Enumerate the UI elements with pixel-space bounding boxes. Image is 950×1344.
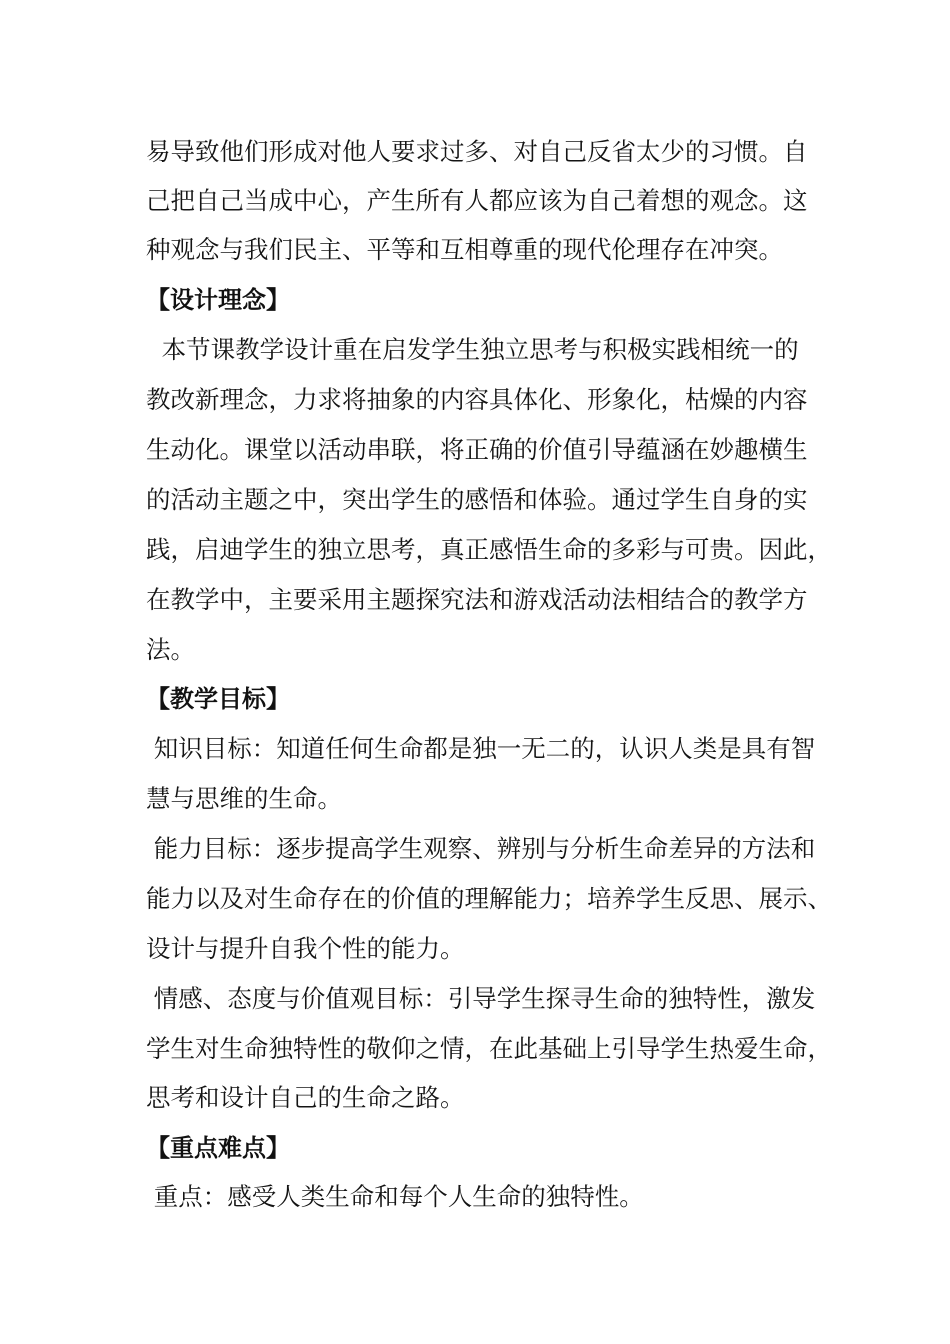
section-heading-design-concept: 【设计理念】 xyxy=(146,286,290,314)
section-heading-key-points: 【重点难点】 xyxy=(146,1134,290,1162)
paragraph-line: 生动化。课堂以活动串联，将正确的价值引导蕴涵在妙趣横生 xyxy=(146,435,808,464)
section-heading-teaching-objectives: 【教学目标】 xyxy=(146,685,290,713)
paragraph-line: 种观念与我们民主、平等和互相尊重的现代伦理存在冲突。 xyxy=(146,235,783,264)
paragraph-line: 知识目标：知道任何生命都是独一无二的，认识人类是具有智 xyxy=(146,734,816,763)
paragraph-line: 思考和设计自己的生命之路。 xyxy=(146,1083,465,1112)
paragraph-line: 法。 xyxy=(146,635,195,664)
paragraph-line: 易导致他们形成对他人要求过多、对自己反省太少的习惯。自 xyxy=(146,137,808,166)
paragraph-line: 重点：感受人类生命和每个人生命的独特性。 xyxy=(146,1182,644,1211)
paragraph-line: 在教学中，主要采用主题探究法和游戏活动法相结合的教学方 xyxy=(146,585,808,614)
paragraph-line: 践，启迪学生的独立思考，真正感悟生命的多彩与可贵。因此， xyxy=(146,535,832,564)
paragraph-line: 学生对生命独特性的敬仰之情，在此基础上引导学生热爱生命， xyxy=(146,1034,832,1063)
paragraph-line: 教改新理念，力求将抽象的内容具体化、形象化，枯燥的内容 xyxy=(146,385,808,414)
paragraph-line: 的活动主题之中，突出学生的感悟和体验。通过学生自身的实 xyxy=(146,485,808,514)
paragraph-line: 慧与思维的生命。 xyxy=(146,784,342,813)
paragraph-line: 设计与提升自我个性的能力。 xyxy=(146,934,465,963)
paragraph-line: 本节课教学设计重在启发学生独立思考与积极实践相统一的 xyxy=(146,335,799,364)
paragraph-line: 己把自己当成中心，产生所有人都应该为自己着想的观念。这 xyxy=(146,186,808,215)
paragraph-line: 能力以及对生命存在的价值的理解能力；培养学生反思、展示、 xyxy=(146,884,832,913)
paragraph-line: 情感、态度与价值观目标：引导学生探寻生命的独特性，激发 xyxy=(146,984,816,1013)
paragraph-line: 能力目标：逐步提高学生观察、辨别与分析生命差异的方法和 xyxy=(146,834,816,863)
